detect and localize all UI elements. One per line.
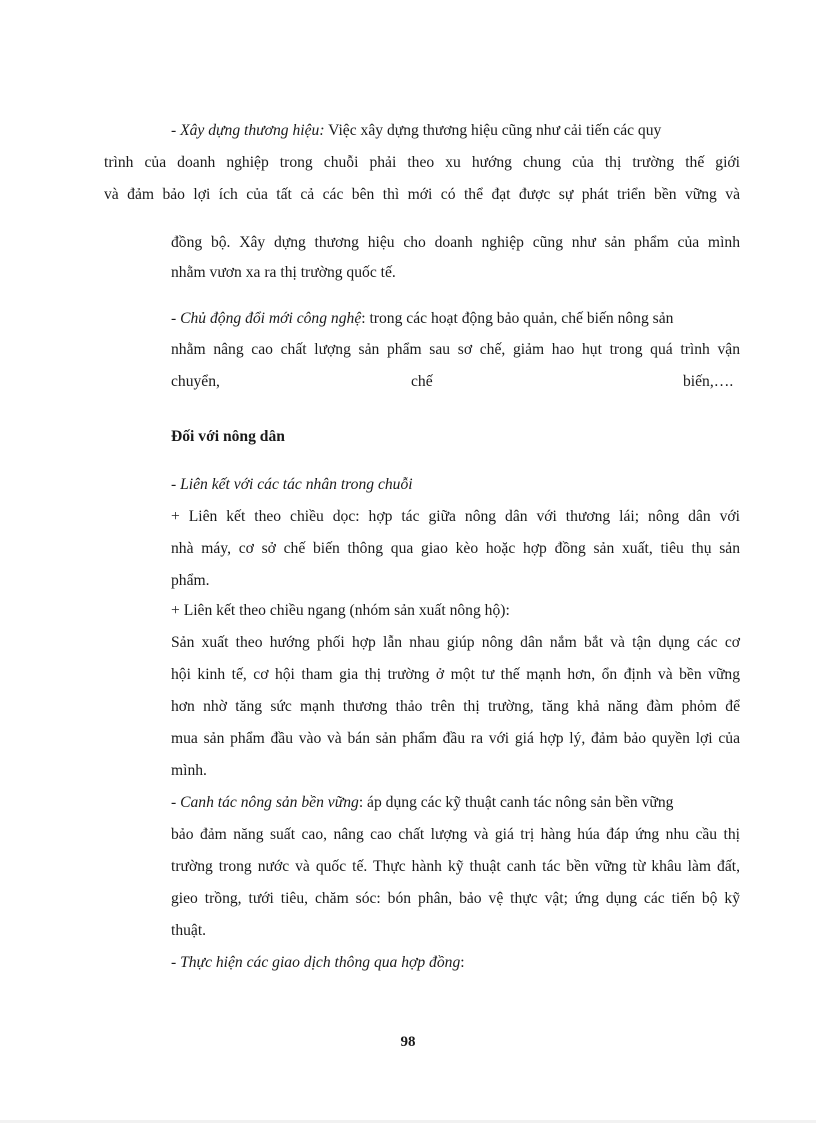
- horizontal-link-line-3: hội kinh tế, cơ hội tham gia thị trường ở một tư thế mạnh hơn, ổn định và bền vững: [171, 666, 740, 683]
- sustainable-line-4: gieo trồng, tưới tiêu, chăm sóc: bón phân, bảo vệ thực vật; ứng dụng các tiến bộ kỹ: [171, 890, 740, 907]
- section-heading-farmers: Đối với nông dân: [171, 428, 285, 445]
- contracts-line: [171, 953, 465, 973]
- linkage-heading: - Liên kết với các tác nhân trong chuỗi: [171, 476, 413, 493]
- tech-innovation-line-1: [171, 309, 673, 329]
- horizontal-link-line-5: mua sản phẩm đầu vào và bán sản phẩm đầu ra với giá hợp lý, đảm bảo quyền lợi của: [171, 730, 740, 747]
- tech-innovation-line-3b: chế: [411, 373, 433, 390]
- vertical-link-line-3: phẩm.: [171, 572, 210, 589]
- horizontal-link-line-2: Sản xuất theo hướng phối hợp lẫn nhau giúp nông dân nắm bắt và tận dụng các cơ: [171, 634, 740, 651]
- tech-innovation-text: : trong các hoạt động bảo quản, chế biến nông sản: [361, 310, 674, 327]
- vertical-link-line-2: nhà máy, cơ sở chế biến thông qua giao kèo hoặc hợp đồng sản xuất, tiêu thụ sản: [171, 540, 740, 557]
- sustainable-line-3: trường trong nước và quốc tế. Thực hành kỹ thuật canh tác bền vững từ khâu làm đất,: [171, 858, 740, 875]
- vertical-link-line-1: + Liên kết theo chiều dọc: hợp tác giữa nông dân với thương lái; nông dân với: [171, 508, 740, 525]
- bullet-dash: -: [171, 310, 181, 327]
- brand-building-heading: Xây dựng thương hiệu:: [180, 122, 325, 139]
- sustainable-heading: Canh tác nông sản bền vững: [180, 794, 359, 811]
- brand-building-line-3: và đảm bảo lợi ích của tất cả các bên thì mới có thể đạt được sự phát triển bền vững và: [104, 186, 740, 203]
- contracts-heading: - Thực hiện các giao dịch thông qua hợp đồng: [171, 954, 461, 971]
- tech-innovation-line-3a: chuyển,: [171, 373, 220, 390]
- brand-building-text: Việc xây dựng thương hiệu cũng như cải tiến các quy: [324, 122, 662, 139]
- bullet-dash: -: [171, 794, 181, 811]
- contracts-colon: :: [460, 954, 465, 971]
- sustainable-line-2: bảo đảm năng suất cao, nâng cao chất lượng và giá trị hàng húa đáp ứng nhu cầu thị: [171, 826, 740, 843]
- tech-innovation-line-2: nhằm nâng cao chất lượng sản phẩm sau sơ chế, giảm hao hụt trong quá trình vận: [171, 341, 740, 358]
- horizontal-link-line-6: mình.: [171, 762, 207, 779]
- horizontal-link-line-1: + Liên kết theo chiều ngang (nhóm sản xuất nông hộ):: [171, 602, 510, 619]
- page-number: 98: [400, 1034, 416, 1050]
- tech-innovation-heading: Chủ động đổi mới công nghệ: [180, 310, 362, 327]
- brand-building-line-1: [171, 121, 661, 141]
- sustainable-text: : áp dụng các kỹ thuật canh tác nông sản bền vững: [358, 794, 674, 811]
- tech-innovation-line-3c: biến,….: [683, 373, 734, 390]
- sustainable-line-5: thuật.: [171, 922, 207, 939]
- brand-building-line-4: đồng bộ. Xây dựng thương hiệu cho doanh nghiệp cũng như sản phẩm của mình: [171, 234, 740, 251]
- horizontal-link-line-4: hơn nhờ tăng sức mạnh thương thảo trên thị trường, tăng khả năng đàm phỏm để: [171, 698, 740, 715]
- bullet-dash: -: [171, 122, 181, 139]
- sustainable-line-1: [171, 793, 673, 813]
- brand-building-line-5: nhằm vươn xa ra thị trường quốc tế.: [171, 264, 396, 281]
- brand-building-line-2: trình của doanh nghiệp trong chuỗi phải theo xu hướng chung của thị trường thế giới: [104, 154, 740, 171]
